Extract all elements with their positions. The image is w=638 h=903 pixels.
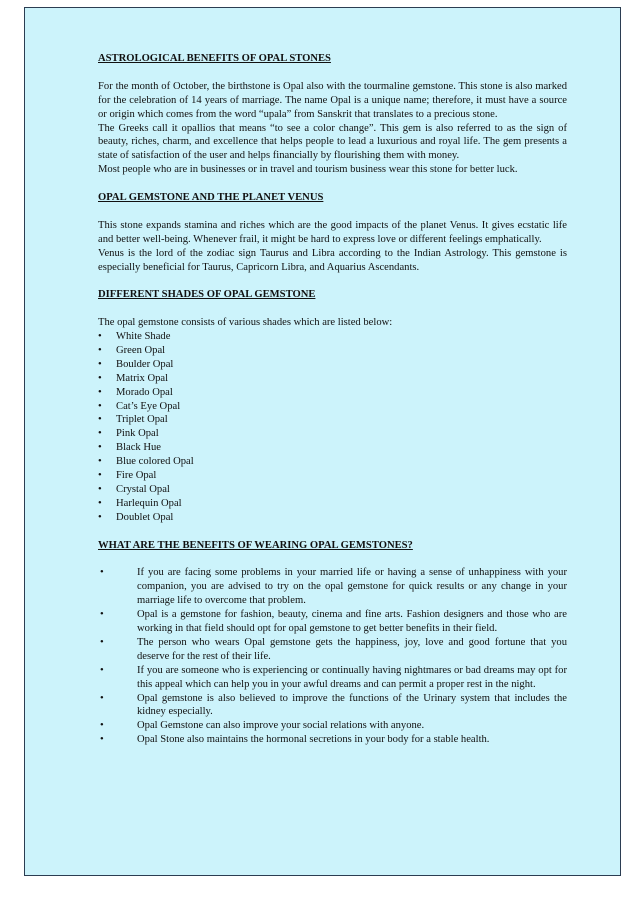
list-item: • Harlequin Opal — [98, 497, 567, 511]
list-item: • Pink Opal — [98, 427, 567, 441]
list-item-text: Opal is a gemstone for fashion, beauty, cinema and fine arts. Fashion designers and those who are working in that field should opt for opal gemstone to get better benefits in their field. — [137, 609, 567, 635]
list-item-text: Opal gemstone is also believed to improve the functions of the Urinary system that includes the kidney especially. — [137, 692, 567, 718]
list-item: • White Shade — [98, 330, 567, 344]
list-item — [98, 733, 567, 747]
list-item: • Green Opal — [98, 344, 567, 358]
list-item: • Doublet Opal — [98, 511, 567, 525]
bullet-icon: • — [100, 664, 104, 676]
list-item: • Cat’s Eye Opal — [98, 400, 567, 414]
list-item-text: Opal Gemstone can also improve your social relations with anyone. — [137, 720, 425, 732]
bullet-icon: • — [100, 720, 104, 732]
bullet-icon: • — [100, 636, 104, 648]
list-item-text: If you are someone who is experiencing or continually having nightmares or bad dreams may opt for this appeal which can help you in your awful dreams and can permit a proper rest in the night. — [137, 664, 567, 690]
list-item-text: Opal Stone also maintains the hormonal secretions in your body for a stable health. — [137, 734, 490, 746]
section-heading-astrological-benefits: ASTROLOGICAL BENEFITS OF OPAL STONES — [98, 53, 331, 64]
benefits-list — [98, 566, 567, 747]
list-item: • Black Hue — [98, 441, 567, 455]
paragraph: The Greeks call it opallios that means “to see a color change”. This gem is also referred to as the sign of beauty, riches, charm, and excellence that helps people to lead a luxurious and royal life. The gem presents a state of satisfaction of the user and helps financially by flourishing them with money. — [98, 122, 567, 162]
list-item: • Blue colored Opal — [98, 455, 567, 469]
document-content — [98, 52, 567, 747]
bullet-icon: • — [100, 692, 104, 704]
list-item: • Matrix Opal — [98, 372, 567, 386]
list-item — [98, 608, 567, 636]
list-item-text: The person who wears Opal gemstone gets the happiness, joy, love and good fortune that you deserve for the rest of their life. — [137, 636, 567, 662]
list-item — [98, 719, 567, 733]
section-heading-benefits: WHAT ARE THE BENEFITS OF WEARING OPAL GEMSTONES? — [98, 539, 413, 551]
bullet-icon: • — [100, 609, 104, 621]
list-item — [98, 636, 567, 664]
list-item: • Triplet Opal — [98, 413, 567, 427]
section-heading-shades: DIFFERENT SHADES OF OPAL GEMSTONE — [98, 289, 316, 301]
paragraph: The opal gemstone consists of various shades which are listed below: — [98, 317, 393, 329]
bullet-icon: • — [100, 567, 104, 579]
list-item-text: If you are facing some problems in your married life or having a sense of unhappiness with your companion, you are advised to try on the opal gemstone for quick results or any change in your marriage life to overcome that problem. — [137, 567, 567, 607]
document-page — [24, 7, 621, 876]
list-item: • Boulder Opal — [98, 358, 567, 372]
paragraph: Venus is the lord of the zodiac sign Taurus and Libra according to the Indian Astrology. This gemstone is especially beneficial for Taurus, Capricorn Libra, and Aquarius Ascendants. — [98, 247, 567, 273]
list-item: • Morado Opal — [98, 386, 567, 400]
section-heading-planet-venus: OPAL GEMSTONE AND THE PLANET VENUS — [98, 192, 324, 204]
list-item — [98, 664, 567, 692]
list-item — [98, 566, 567, 608]
bullet-icon: • — [100, 734, 104, 746]
paragraph: Most people who are in businesses or in travel and tourism business wear this stone for better luck. — [98, 164, 518, 176]
paragraph: This stone expands stamina and riches which are the good impacts of the planet Venus. It gives ecstatic life and better well-being. Whenever frail, it might be hard to express love or different feelings emphatically. — [98, 219, 567, 245]
paragraph: For the month of October, the birthstone is Opal also with the tourmaline gemstone. This stone is also marked for the celebration of 14 years of marriage. The name Opal is a unique name; therefore, it must have a source or origin which comes from the word “upala” from Sanskrit that translates to a precious stone. — [98, 80, 567, 120]
shades-list — [98, 330, 567, 525]
list-item: • Fire Opal — [98, 469, 567, 483]
list-item: • Crystal Opal — [98, 483, 567, 497]
list-item — [98, 692, 567, 720]
